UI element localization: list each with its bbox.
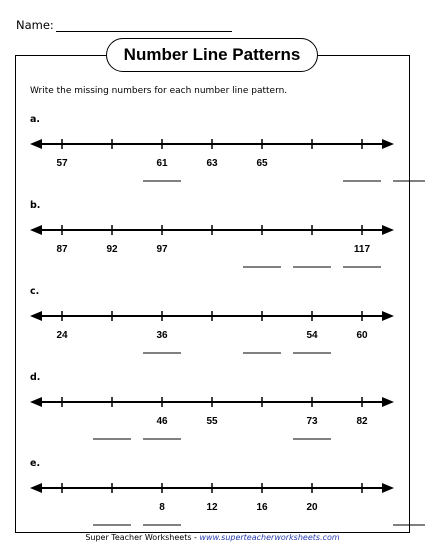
footer-text: Super Teacher Worksheets - bbox=[85, 533, 200, 542]
problem-letter: b. bbox=[30, 200, 41, 211]
right-arrow-icon bbox=[382, 483, 394, 493]
tick-label: 46 bbox=[156, 416, 168, 427]
number-line bbox=[0, 214, 425, 286]
footer bbox=[0, 533, 425, 542]
tick-label: 54 bbox=[306, 330, 318, 341]
tick-label: 16 bbox=[256, 502, 268, 513]
tick-label: 24 bbox=[56, 330, 68, 341]
problem-letter: e. bbox=[30, 458, 41, 469]
tick-label: 20 bbox=[306, 502, 318, 513]
tick-label: 60 bbox=[356, 330, 368, 341]
number-line bbox=[0, 386, 425, 458]
problem-c bbox=[0, 286, 425, 372]
worksheet-title: Number Line Patterns bbox=[106, 38, 318, 72]
tick-label: 57 bbox=[56, 158, 68, 169]
tick-label: 8 bbox=[159, 502, 165, 513]
footer-link[interactable]: www.superteacherworksheets.com bbox=[199, 533, 340, 542]
instructions: Write the missing numbers for each number line pattern. bbox=[30, 86, 288, 96]
tick-label: 65 bbox=[256, 158, 268, 169]
tick-label: 97 bbox=[156, 244, 168, 255]
tick-label: 61 bbox=[156, 158, 168, 169]
right-arrow-icon bbox=[382, 139, 394, 149]
problem-e bbox=[0, 458, 425, 544]
tick-label: 92 bbox=[106, 244, 118, 255]
tick-label: 117 bbox=[353, 244, 371, 255]
problem-d bbox=[0, 372, 425, 458]
problem-letter: d. bbox=[30, 372, 41, 383]
problem-a bbox=[0, 114, 425, 200]
right-arrow-icon bbox=[382, 225, 394, 235]
name-label: Name: bbox=[16, 18, 54, 32]
number-line bbox=[0, 128, 425, 200]
problem-b bbox=[0, 200, 425, 286]
tick-label: 63 bbox=[206, 158, 218, 169]
tick-label: 73 bbox=[306, 416, 318, 427]
tick-label: 82 bbox=[356, 416, 368, 427]
name-line[interactable] bbox=[56, 31, 232, 32]
left-arrow-icon bbox=[30, 139, 42, 149]
right-arrow-icon bbox=[382, 397, 394, 407]
tick-label: 36 bbox=[156, 330, 168, 341]
right-arrow-icon bbox=[382, 311, 394, 321]
left-arrow-icon bbox=[30, 483, 42, 493]
problem-letter: c. bbox=[30, 286, 40, 297]
problem-letter: a. bbox=[30, 114, 41, 125]
tick-label: 87 bbox=[56, 244, 68, 255]
left-arrow-icon bbox=[30, 311, 42, 321]
tick-label: 12 bbox=[206, 502, 218, 513]
number-line bbox=[0, 300, 425, 372]
left-arrow-icon bbox=[30, 397, 42, 407]
left-arrow-icon bbox=[30, 225, 42, 235]
tick-label: 55 bbox=[206, 416, 218, 427]
